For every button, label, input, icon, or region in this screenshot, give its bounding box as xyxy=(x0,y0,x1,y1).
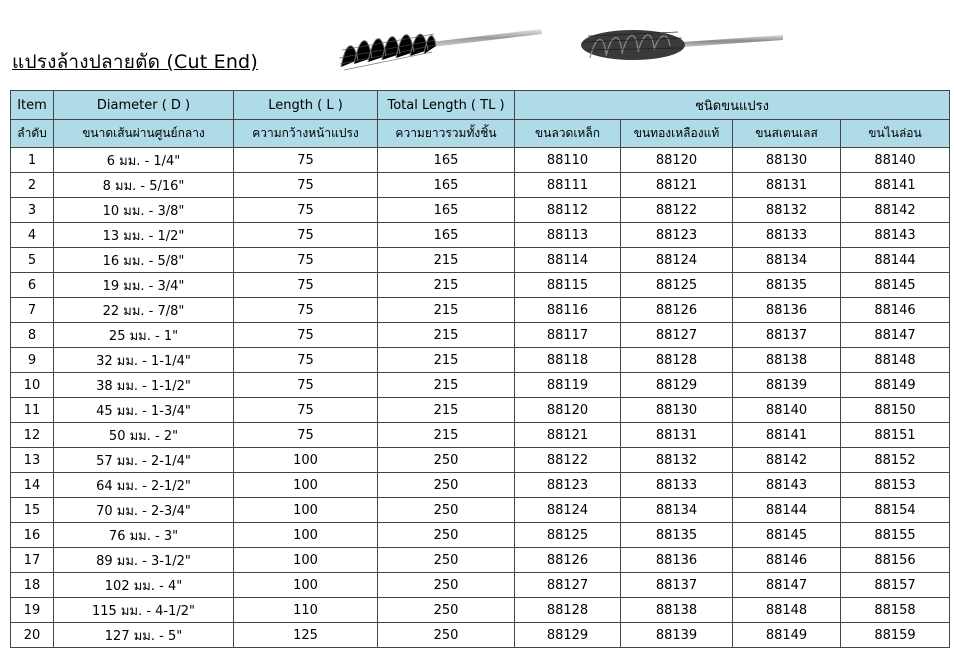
total-length-cell: 250 xyxy=(378,548,515,573)
brass-code-cell: 88127 xyxy=(621,323,733,348)
table-row xyxy=(11,548,950,573)
stainless-code-cell: 88136 xyxy=(733,298,841,323)
item-cell: 20 xyxy=(11,623,54,648)
steel-code-cell: 88128 xyxy=(515,598,621,623)
diameter-cell: 16 มม. - 5/8" xyxy=(54,248,234,273)
total-length-cell: 250 xyxy=(378,573,515,598)
table-row xyxy=(11,398,950,423)
product-table xyxy=(10,90,950,648)
brass-code-cell: 88121 xyxy=(621,173,733,198)
total-length-cell: 215 xyxy=(378,248,515,273)
nylon-code-cell: 88158 xyxy=(841,598,950,623)
table-row xyxy=(11,323,950,348)
total-length-cell: 215 xyxy=(378,423,515,448)
brass-code-cell: 88125 xyxy=(621,273,733,298)
table-row xyxy=(11,248,950,273)
length-cell: 75 xyxy=(234,373,378,398)
brass-code-cell: 88137 xyxy=(621,573,733,598)
diameter-cell: 115 มม. - 4-1/2" xyxy=(54,598,234,623)
stainless-code-cell: 88146 xyxy=(733,548,841,573)
diameter-cell: 76 มม. - 3" xyxy=(54,523,234,548)
table-row xyxy=(11,148,950,173)
table-row xyxy=(11,173,950,198)
length-cell: 75 xyxy=(234,223,378,248)
total-length-cell: 165 xyxy=(378,173,515,198)
nylon-code-cell: 88143 xyxy=(841,223,950,248)
nylon-code-cell: 88147 xyxy=(841,323,950,348)
brass-code-cell: 88139 xyxy=(621,623,733,648)
brass-code-cell: 88131 xyxy=(621,423,733,448)
nylon-code-cell: 88148 xyxy=(841,348,950,373)
brass-code-cell: 88124 xyxy=(621,248,733,273)
table-row xyxy=(11,623,950,648)
nylon-code-cell: 88156 xyxy=(841,548,950,573)
steel-code-cell: 88116 xyxy=(515,298,621,323)
brass-code-cell: 88130 xyxy=(621,398,733,423)
table-row xyxy=(11,223,950,248)
length-cell: 75 xyxy=(234,198,378,223)
col-subheader-item: ลำดับ xyxy=(11,120,54,148)
header-row-english xyxy=(11,91,950,120)
nylon-code-cell: 88159 xyxy=(841,623,950,648)
brass-code-cell: 88128 xyxy=(621,348,733,373)
table-row xyxy=(11,273,950,298)
steel-code-cell: 88127 xyxy=(515,573,621,598)
item-cell: 1 xyxy=(11,148,54,173)
item-cell: 19 xyxy=(11,598,54,623)
col-subheader-steel: ขนลวดเหล็ก xyxy=(515,120,621,148)
stainless-code-cell: 88147 xyxy=(733,573,841,598)
col-header-bristle-type: ชนิดขนแปรง xyxy=(515,91,950,120)
diameter-cell: 19 มม. - 3/4" xyxy=(54,273,234,298)
steel-code-cell: 88117 xyxy=(515,323,621,348)
nylon-code-cell: 88150 xyxy=(841,398,950,423)
nylon-code-cell: 88146 xyxy=(841,298,950,323)
diameter-cell: 25 มม. - 1" xyxy=(54,323,234,348)
nylon-code-cell: 88149 xyxy=(841,373,950,398)
length-cell: 75 xyxy=(234,173,378,198)
brass-code-cell: 88122 xyxy=(621,198,733,223)
stainless-code-cell: 88140 xyxy=(733,398,841,423)
total-length-cell: 250 xyxy=(378,498,515,523)
brass-code-cell: 88135 xyxy=(621,523,733,548)
col-header-total-length: Total Length ( TL ) xyxy=(378,91,515,120)
steel-code-cell: 88129 xyxy=(515,623,621,648)
col-subheader-brass: ขนทองเหลืองแท้ xyxy=(621,120,733,148)
stainless-code-cell: 88132 xyxy=(733,198,841,223)
steel-code-cell: 88125 xyxy=(515,523,621,548)
nylon-code-cell: 88152 xyxy=(841,448,950,473)
steel-code-cell: 88126 xyxy=(515,548,621,573)
stainless-code-cell: 88148 xyxy=(733,598,841,623)
diameter-cell: 127 มม. - 5" xyxy=(54,623,234,648)
stainless-code-cell: 88144 xyxy=(733,498,841,523)
length-cell: 75 xyxy=(234,273,378,298)
item-cell: 12 xyxy=(11,423,54,448)
diameter-cell: 89 มม. - 3-1/2" xyxy=(54,548,234,573)
steel-code-cell: 88115 xyxy=(515,273,621,298)
brass-code-cell: 88136 xyxy=(621,548,733,573)
diameter-cell: 102 มม. - 4" xyxy=(54,573,234,598)
steel-code-cell: 88124 xyxy=(515,498,621,523)
col-header-length: Length ( L ) xyxy=(234,91,378,120)
table-row xyxy=(11,423,950,448)
length-cell: 100 xyxy=(234,498,378,523)
steel-code-cell: 88123 xyxy=(515,473,621,498)
stainless-code-cell: 88139 xyxy=(733,373,841,398)
total-length-cell: 215 xyxy=(378,323,515,348)
nylon-code-cell: 88155 xyxy=(841,523,950,548)
item-cell: 5 xyxy=(11,248,54,273)
nylon-code-cell: 88142 xyxy=(841,198,950,223)
diameter-cell: 13 มม. - 1/2" xyxy=(54,223,234,248)
nylon-code-cell: 88151 xyxy=(841,423,950,448)
total-length-cell: 250 xyxy=(378,598,515,623)
col-subheader-stainless: ขนสเตนเลส xyxy=(733,120,841,148)
length-cell: 75 xyxy=(234,398,378,423)
table-row xyxy=(11,598,950,623)
col-subheader-total-length: ความยาวรวมทั้งชิ้น xyxy=(378,120,515,148)
stainless-code-cell: 88138 xyxy=(733,348,841,373)
steel-code-cell: 88110 xyxy=(515,148,621,173)
item-cell: 8 xyxy=(11,323,54,348)
steel-code-cell: 88122 xyxy=(515,448,621,473)
spiral-wire-brush-image xyxy=(336,20,546,75)
table-row xyxy=(11,373,950,398)
item-cell: 15 xyxy=(11,498,54,523)
stainless-code-cell: 88149 xyxy=(733,623,841,648)
item-cell: 17 xyxy=(11,548,54,573)
length-cell: 125 xyxy=(234,623,378,648)
item-cell: 9 xyxy=(11,348,54,373)
stainless-code-cell: 88137 xyxy=(733,323,841,348)
total-length-cell: 215 xyxy=(378,273,515,298)
length-cell: 75 xyxy=(234,148,378,173)
stainless-code-cell: 88133 xyxy=(733,223,841,248)
diameter-cell: 57 มม. - 2-1/4" xyxy=(54,448,234,473)
brass-code-cell: 88123 xyxy=(621,223,733,248)
item-cell: 14 xyxy=(11,473,54,498)
table-row xyxy=(11,573,950,598)
nylon-code-cell: 88144 xyxy=(841,248,950,273)
total-length-cell: 215 xyxy=(378,373,515,398)
total-length-cell: 250 xyxy=(378,623,515,648)
total-length-cell: 250 xyxy=(378,448,515,473)
col-header-item: Item xyxy=(11,91,54,120)
brass-code-cell: 88138 xyxy=(621,598,733,623)
item-cell: 3 xyxy=(11,198,54,223)
steel-code-cell: 88121 xyxy=(515,423,621,448)
total-length-cell: 250 xyxy=(378,523,515,548)
table-row xyxy=(11,498,950,523)
col-subheader-nylon: ขนไนล่อน xyxy=(841,120,950,148)
stainless-code-cell: 88130 xyxy=(733,148,841,173)
col-subheader-length: ความกว้างหน้าแปรง xyxy=(234,120,378,148)
item-cell: 13 xyxy=(11,448,54,473)
brass-code-cell: 88120 xyxy=(621,148,733,173)
length-cell: 100 xyxy=(234,448,378,473)
nylon-code-cell: 88140 xyxy=(841,148,950,173)
length-cell: 100 xyxy=(234,523,378,548)
steel-code-cell: 88119 xyxy=(515,373,621,398)
length-cell: 100 xyxy=(234,473,378,498)
item-cell: 4 xyxy=(11,223,54,248)
steel-code-cell: 88118 xyxy=(515,348,621,373)
total-length-cell: 165 xyxy=(378,148,515,173)
item-cell: 18 xyxy=(11,573,54,598)
diameter-cell: 32 มม. - 1-1/4" xyxy=(54,348,234,373)
item-cell: 11 xyxy=(11,398,54,423)
total-length-cell: 215 xyxy=(378,298,515,323)
steel-code-cell: 88113 xyxy=(515,223,621,248)
twisted-wire-brush-image xyxy=(578,20,788,70)
diameter-cell: 6 มม. - 1/4" xyxy=(54,148,234,173)
stainless-code-cell: 88143 xyxy=(733,473,841,498)
diameter-cell: 8 มม. - 5/16" xyxy=(54,173,234,198)
nylon-code-cell: 88141 xyxy=(841,173,950,198)
length-cell: 75 xyxy=(234,323,378,348)
length-cell: 100 xyxy=(234,573,378,598)
total-length-cell: 215 xyxy=(378,348,515,373)
nylon-code-cell: 88145 xyxy=(841,273,950,298)
length-cell: 75 xyxy=(234,298,378,323)
col-subheader-diameter: ขนาดเส้นผ่านศูนย์กลาง xyxy=(54,120,234,148)
steel-code-cell: 88114 xyxy=(515,248,621,273)
stainless-code-cell: 88131 xyxy=(733,173,841,198)
stainless-code-cell: 88134 xyxy=(733,248,841,273)
page-title: แปรงล้างปลายตัด (Cut End) xyxy=(12,51,258,73)
diameter-cell: 70 มม. - 2-3/4" xyxy=(54,498,234,523)
col-header-diameter: Diameter ( D ) xyxy=(54,91,234,120)
diameter-cell: 50 มม. - 2" xyxy=(54,423,234,448)
length-cell: 75 xyxy=(234,248,378,273)
stainless-code-cell: 88135 xyxy=(733,273,841,298)
header-row-thai xyxy=(11,120,950,148)
table-row xyxy=(11,523,950,548)
length-cell: 75 xyxy=(234,423,378,448)
brass-code-cell: 88129 xyxy=(621,373,733,398)
total-length-cell: 250 xyxy=(378,473,515,498)
steel-code-cell: 88120 xyxy=(515,398,621,423)
length-cell: 100 xyxy=(234,548,378,573)
item-cell: 2 xyxy=(11,173,54,198)
diameter-cell: 45 มม. - 1-3/4" xyxy=(54,398,234,423)
brass-code-cell: 88132 xyxy=(621,448,733,473)
total-length-cell: 165 xyxy=(378,198,515,223)
brass-code-cell: 88126 xyxy=(621,298,733,323)
item-cell: 10 xyxy=(11,373,54,398)
table-row xyxy=(11,473,950,498)
steel-code-cell: 88112 xyxy=(515,198,621,223)
length-cell: 75 xyxy=(234,348,378,373)
diameter-cell: 22 มม. - 7/8" xyxy=(54,298,234,323)
table-row xyxy=(11,448,950,473)
table-row xyxy=(11,348,950,373)
nylon-code-cell: 88154 xyxy=(841,498,950,523)
stainless-code-cell: 88141 xyxy=(733,423,841,448)
total-length-cell: 165 xyxy=(378,223,515,248)
diameter-cell: 38 มม. - 1-1/2" xyxy=(54,373,234,398)
diameter-cell: 10 มม. - 3/8" xyxy=(54,198,234,223)
item-cell: 16 xyxy=(11,523,54,548)
diameter-cell: 64 มม. - 2-1/2" xyxy=(54,473,234,498)
stainless-code-cell: 88145 xyxy=(733,523,841,548)
table-row xyxy=(11,298,950,323)
length-cell: 110 xyxy=(234,598,378,623)
nylon-code-cell: 88153 xyxy=(841,473,950,498)
brass-code-cell: 88133 xyxy=(621,473,733,498)
steel-code-cell: 88111 xyxy=(515,173,621,198)
total-length-cell: 215 xyxy=(378,398,515,423)
brass-code-cell: 88134 xyxy=(621,498,733,523)
table-row xyxy=(11,198,950,223)
item-cell: 6 xyxy=(11,273,54,298)
nylon-code-cell: 88157 xyxy=(841,573,950,598)
stainless-code-cell: 88142 xyxy=(733,448,841,473)
item-cell: 7 xyxy=(11,298,54,323)
